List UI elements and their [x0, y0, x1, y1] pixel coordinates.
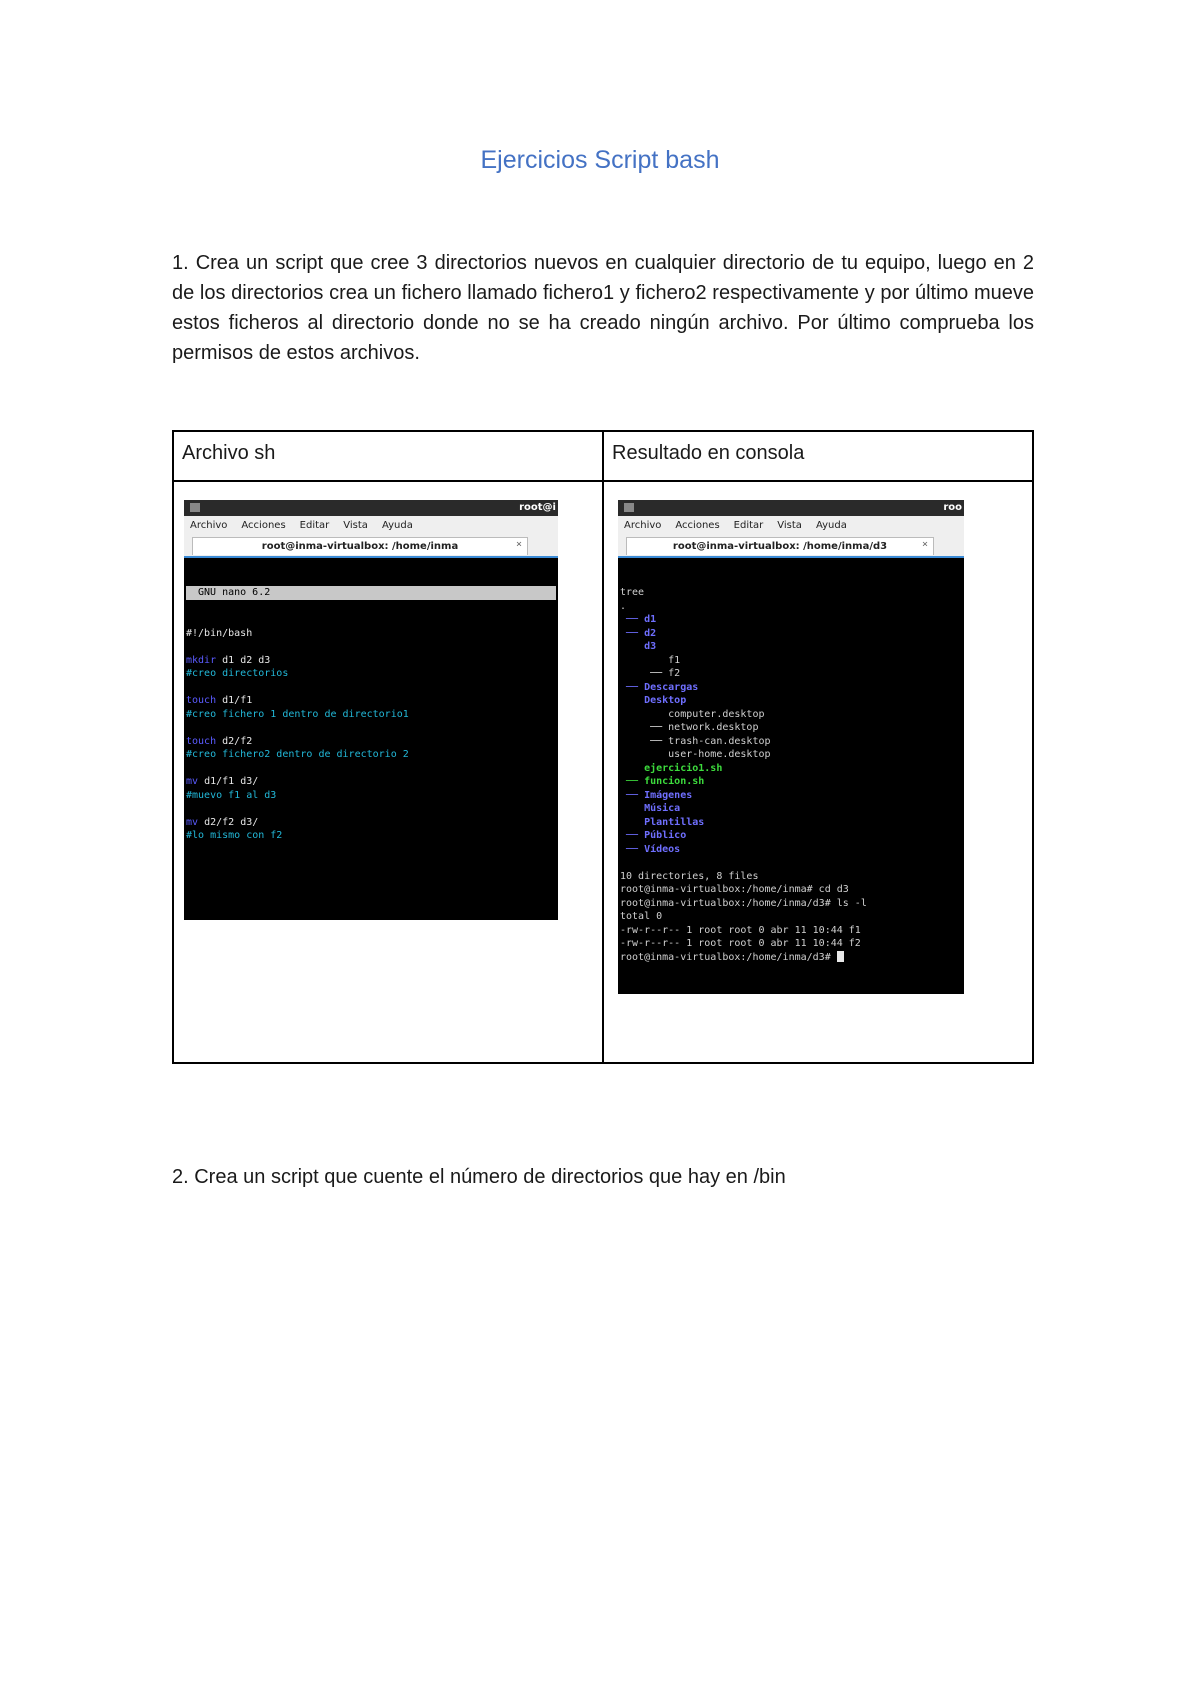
- terminal-content: [184, 558, 558, 871]
- terminal-menu-item: Editar: [733, 520, 764, 531]
- close-icon: ×: [921, 539, 928, 550]
- exercise-1-text: 1. Crea un script que cree 3 directorios nuevos en cualquier directorio de tu equipo, luego en 2 de los directorios crea un fichero llamado fichero1 y fichero2 respectivamente y por último mueve estos ficheros al directorio donde no se ha creado ningún archivo. Por último comprueba los permisos de estos archivos.: [172, 252, 1034, 364]
- terminal-line: d3: [620, 641, 657, 652]
- terminal-line: #!/bin/bash: [186, 627, 253, 639]
- terminal-line: [620, 856, 962, 870]
- terminal-tab: root@inma-virtualbox: /home/inma/d3: [626, 537, 934, 555]
- terminal-line: [186, 721, 556, 735]
- terminal-line: ── f2: [620, 668, 681, 679]
- terminal-line: [186, 681, 556, 695]
- terminal-menu-item: Archivo: [624, 520, 662, 531]
- nano-header: GNU nano 6.2: [186, 586, 556, 600]
- terminal-line: #lo mismo con f2: [186, 830, 283, 841]
- terminal-menu-item: Vista: [343, 520, 368, 531]
- terminal-line: user-home.desktop: [620, 749, 771, 760]
- terminal-line: mkdir d1 d2 d3: [186, 654, 271, 666]
- col-header-archivo-sh: Archivo sh: [173, 431, 603, 481]
- terminal-line: -rw-r--r-- 1 root root 0 abr 11 10:44 f1: [620, 924, 861, 936]
- terminal-content: [618, 558, 964, 992]
- terminal-line: 10 directories, 8 files: [620, 870, 759, 882]
- terminal-line: f1: [620, 654, 681, 666]
- terminal-line: [186, 640, 556, 654]
- terminal-line: ── Descargas: [620, 681, 699, 693]
- terminal-line: total 0: [620, 911, 663, 922]
- terminal-line: ── funcion.sh: [620, 776, 705, 787]
- terminal-line: ── d1: [620, 614, 657, 625]
- terminal-line: root@inma-virtualbox:/home/inma# cd d3: [620, 884, 849, 895]
- terminal-line: .: [620, 600, 627, 612]
- terminal-line: ── Público: [620, 830, 687, 841]
- terminal-titlebar: [184, 500, 558, 516]
- terminal-line: ── network.desktop: [620, 722, 759, 733]
- terminal-title: root@i: [519, 502, 556, 513]
- terminal-menubar: [618, 516, 964, 536]
- terminal-title: roo: [943, 502, 962, 513]
- script-lines: [186, 627, 556, 843]
- terminal-tab: root@inma-virtualbox: /home/inma: [192, 537, 528, 555]
- page-title: Ejercicios Script bash: [480, 146, 720, 174]
- terminal-line: ── Imágenes: [620, 789, 693, 801]
- terminal-line: -rw-r--r-- 1 root root 0 abr 11 10:44 f2: [620, 938, 861, 949]
- terminal-app-icon: [624, 503, 634, 512]
- col-header-resultado-consola: Resultado en consola: [603, 431, 1033, 481]
- terminal-line: #creo fichero 1 dentro de directorio1: [186, 708, 409, 720]
- table-header-row: [173, 431, 1033, 481]
- terminal-line: mv d1/f1 d3/: [186, 776, 259, 787]
- terminal-line: touch d2/f2: [186, 735, 253, 747]
- terminal-line: ── d2: [620, 627, 657, 639]
- terminal-output-screenshot: [618, 500, 964, 994]
- terminal-line: #creo directorios: [186, 668, 289, 679]
- terminal-menu-item: Ayuda: [815, 520, 847, 531]
- terminal-menubar: [184, 516, 558, 536]
- terminal-line: mv d2/f2 d3/: [186, 816, 259, 828]
- terminal-line: Desktop: [620, 695, 687, 706]
- terminal-tabbar: [184, 536, 558, 558]
- terminal-line: [186, 762, 556, 776]
- terminal-line: root@inma-virtualbox:/home/inma/d3# ls -l: [620, 897, 867, 909]
- terminal-script-screenshot: [184, 500, 558, 920]
- exercise-2-text: 2. Crea un script que cuente el número de directorios que hay en /bin: [172, 1166, 786, 1188]
- terminal-titlebar: [618, 500, 964, 516]
- terminal-menu-item: Ayuda: [381, 520, 413, 531]
- output-lines: [620, 586, 962, 964]
- terminal-line: [186, 802, 556, 816]
- terminal-line: ── Vídeos: [620, 843, 681, 855]
- terminal-menu-item: Acciones: [675, 520, 720, 531]
- terminal-cursor: [837, 951, 844, 962]
- terminal-line: tree: [620, 587, 645, 598]
- terminal-app-icon: [190, 503, 200, 512]
- terminal-line: ejercicio1.sh: [620, 762, 723, 774]
- terminal-line: touch d1/f1: [186, 695, 253, 706]
- terminal-menu-item: Vista: [777, 520, 802, 531]
- terminal-line: ── trash-can.desktop: [620, 735, 771, 747]
- terminal-menu-item: Acciones: [241, 520, 286, 531]
- terminal-menu-item: Editar: [299, 520, 330, 531]
- terminal-tabbar: [618, 536, 964, 558]
- terminal-line: computer.desktop: [620, 708, 765, 720]
- close-icon: ×: [515, 539, 522, 550]
- terminal-line: #creo fichero2 dentro de directorio 2: [186, 749, 409, 760]
- terminal-menu-item: Archivo: [190, 520, 228, 531]
- terminal-line: root@inma-virtualbox:/home/inma/d3#: [620, 951, 962, 965]
- terminal-line: Plantillas: [620, 816, 705, 828]
- terminal-line: Música: [620, 803, 681, 814]
- terminal-line: #muevo f1 al d3: [186, 789, 277, 801]
